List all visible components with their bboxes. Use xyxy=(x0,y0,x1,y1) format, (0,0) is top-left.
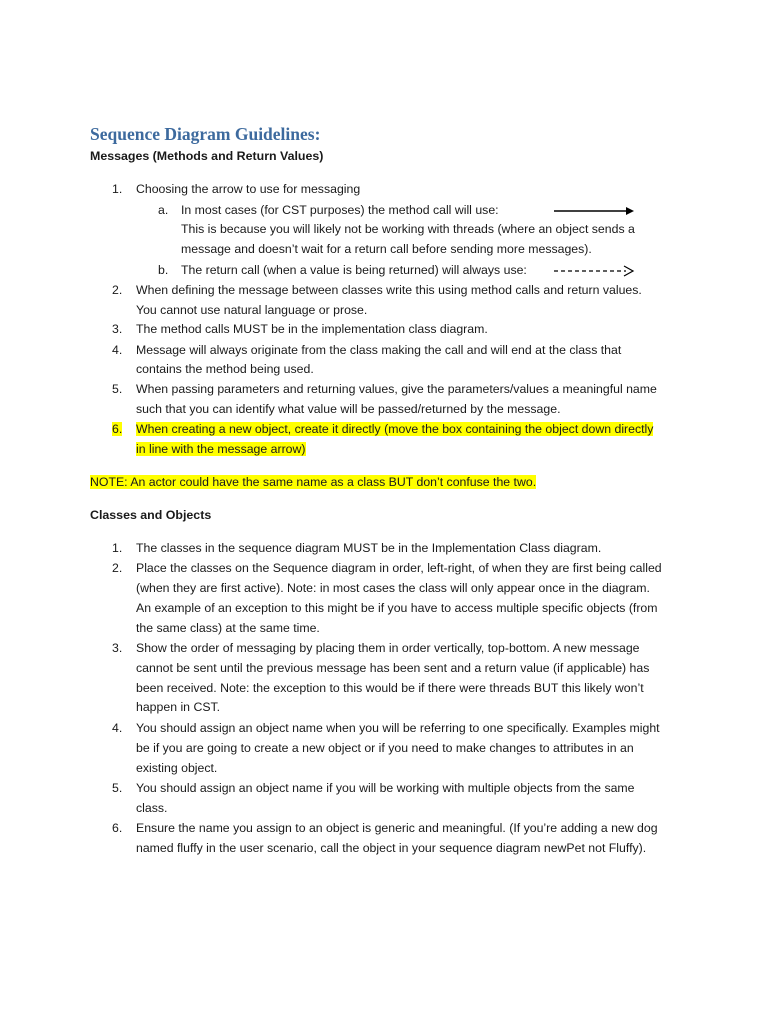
list-marker: 5. xyxy=(112,382,123,396)
list-item-text: In most cases (for CST purposes) the method call will use: xyxy=(181,203,499,217)
list-item-text: The method calls MUST be in the implementation class diagram. xyxy=(136,322,488,336)
page-title: Sequence Diagram Guidelines: xyxy=(90,124,321,144)
list-marker: 2. xyxy=(112,561,123,575)
list-item-text: When defining the message between classes write this using method calls and return values. xyxy=(136,283,642,297)
list-item-text: Show the order of messaging by placing them in order vertically, top-bottom. A new message xyxy=(136,641,640,655)
list-item-text: When passing parameters and returning values, give the parameters/values a meaningful name xyxy=(136,382,657,396)
highlighted-list-item-text: in line with the message arrow) xyxy=(136,442,306,456)
list-marker: 5. xyxy=(112,781,123,795)
list-item-text: class. xyxy=(136,801,168,815)
list-item-text: An example of an exception to this might be if you have to access multiple specific objects (from xyxy=(136,601,658,615)
list-item-text: been received. Note: the exception to this would be if there were threads BUT this likely won’t xyxy=(136,681,644,695)
list-marker: 4. xyxy=(112,343,123,357)
dashed-arrow-icon xyxy=(552,264,636,278)
list-marker: 4. xyxy=(112,721,123,735)
highlighted-list-item-text: When creating a new object, create it directly (move the box containing the object down directly xyxy=(136,422,654,436)
list-item-text: message and doesn’t wait for a return call before sending more messages). xyxy=(181,242,592,256)
list-item-text: The return call (when a value is being returned) will always use: xyxy=(181,263,527,277)
highlighted-note: NOTE: An actor could have the same name as a class BUT don’t confuse the two. xyxy=(90,475,537,489)
list-item-text: You should assign an object name if you will be working with multiple objects from the same xyxy=(136,781,635,795)
sublist-marker: a. xyxy=(158,203,169,217)
list-item-text: the same class) at the same time. xyxy=(136,621,320,635)
list-item-text: Message will always originate from the class making the call and will end at the class that xyxy=(136,343,622,357)
list-item-text: such that you can identify what value will be passed/returned by the message. xyxy=(136,402,561,416)
list-item-text: contains the method being used. xyxy=(136,362,314,376)
list-item-text: Choosing the arrow to use for messaging xyxy=(136,182,361,196)
list-marker: 1. xyxy=(112,182,123,196)
section-heading-classes: Classes and Objects xyxy=(90,508,212,522)
list-item-text: happen in CST. xyxy=(136,700,221,714)
list-marker: 2. xyxy=(112,283,123,297)
list-item-text: The classes in the sequence diagram MUST be in the Implementation Class diagram. xyxy=(136,541,602,555)
list-marker: 6. xyxy=(112,821,123,835)
list-marker: 1. xyxy=(112,541,123,555)
list-marker: 3. xyxy=(112,322,123,336)
list-item-text: cannot be sent until the previous message has been sent and a return value (if applicable) has xyxy=(136,661,650,675)
list-item-text: You cannot use natural language or prose. xyxy=(136,303,368,317)
solid-arrow-icon xyxy=(552,204,636,218)
list-item-text: Place the classes on the Sequence diagram in order, left-right, of when they are first being called xyxy=(136,561,662,575)
sublist-marker: b. xyxy=(158,263,169,277)
section-heading-messages: Messages (Methods and Return Values) xyxy=(90,149,324,163)
list-item-text: named fluffy in the user scenario, call the object in your sequence diagram newPet not Fluffy). xyxy=(136,841,647,855)
list-marker: 6. xyxy=(112,422,123,436)
list-marker: 3. xyxy=(112,641,123,655)
list-item-text: You should assign an object name when you will be referring to one specifically. Examples might xyxy=(136,721,660,735)
list-item-text: be if you are going to create a new object or if you need to make changes to attributes in an xyxy=(136,741,634,755)
list-item-text: Ensure the name you assign to an object is generic and meaningful. (If you’re adding a new dog xyxy=(136,821,658,835)
list-item-text: This is because you will likely not be working with threads (where an object sends a xyxy=(181,222,635,236)
list-item-text: (when they are first active). Note: in most cases the class will only appear once in the diagram. xyxy=(136,581,650,595)
list-item-text: existing object. xyxy=(136,761,218,775)
